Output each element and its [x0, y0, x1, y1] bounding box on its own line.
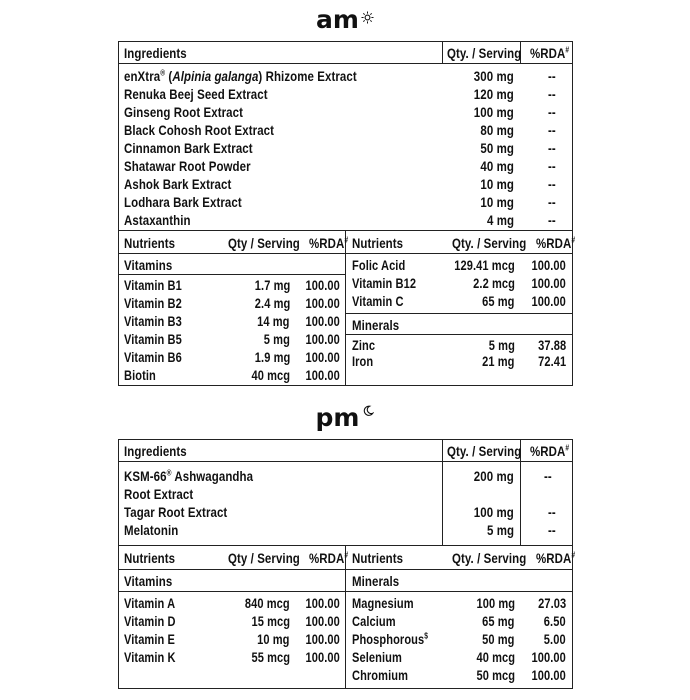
- am-qty-heading-left: Qty / Serving: [228, 235, 300, 251]
- am-right-vitamin-qty: 65 mg: [482, 294, 515, 309]
- moon-icon: [362, 405, 374, 417]
- pm-qty-heading-right: Qty. / Serving: [452, 550, 527, 566]
- am-right-vitamin-rda: 100.00: [531, 276, 566, 291]
- am-ingredient-name: Renuka Beej Seed Extract: [124, 86, 268, 102]
- am-vitamin-qty: 2.4 mg: [254, 296, 290, 311]
- am-title: [0, 5, 690, 34]
- am-vitamin-rda: 100.00: [305, 368, 340, 383]
- am-nutrients-header-divider: [119, 253, 572, 254]
- am-ingredient-qty: 120 mg: [473, 86, 514, 102]
- am-ingredient-name: Ginseng Root Extract: [124, 104, 244, 120]
- am-rda-heading-right: %RDA#: [536, 235, 576, 251]
- pm-mineral-name: Magnesium: [352, 596, 414, 611]
- pm-mineral-name: Chromium: [352, 668, 409, 683]
- am-header-divider: [119, 63, 572, 64]
- pm-ingredient-qty: 100 mg: [473, 504, 514, 520]
- pm-vitamin-name: Vitamin D: [124, 614, 176, 629]
- am-ingredient-name: Shatawar Root Powder: [124, 158, 251, 174]
- pm-title: [0, 403, 690, 432]
- pm-ingredient-rda: --: [548, 504, 556, 520]
- am-qty-heading-right: Qty. / Serving: [452, 235, 527, 251]
- am-ingredient-rda: --: [548, 158, 556, 174]
- am-ingredient-qty: 40 mg: [480, 158, 514, 174]
- pm-mineral-rda: 100.00: [531, 650, 566, 665]
- am-ingredients-heading: Ingredients: [124, 45, 187, 61]
- pm-middle-divider: [345, 546, 346, 688]
- sun-icon: [361, 11, 374, 24]
- am-right-vitamin-name: Vitamin C: [352, 294, 404, 309]
- pm-vitamin-name: Vitamin A: [124, 596, 176, 611]
- am-mineral-rda: 37.88: [537, 338, 566, 353]
- pm-ingredient-qty: 200 mg: [473, 468, 514, 484]
- pm-rda-heading-right: %RDA#: [536, 550, 576, 566]
- pm-nutrients-heading-right: Nutrients: [352, 550, 404, 566]
- am-ingredient-rda: --: [548, 140, 556, 156]
- am-ingredient-qty: 10 mg: [480, 194, 514, 210]
- am-vitamin-name: Vitamin B6: [124, 350, 182, 365]
- pm-vitamins-label: Vitamins: [124, 573, 173, 589]
- pm-ingredient-rda: --: [548, 522, 556, 538]
- am-ingredient-name: enXtra® (Alpinia galanga) Rhizome Extract: [124, 68, 357, 84]
- pm-vitamin-qty: 10 mg: [257, 632, 290, 647]
- am-right-vitamin-qty: 129.41 mcg: [454, 258, 515, 273]
- pm-vitamin-qty: 15 mcg: [251, 614, 290, 629]
- pm-vitamin-qty: 840 mcg: [245, 596, 290, 611]
- am-middle-divider: [345, 231, 346, 385]
- am-nutrients-heading-right: Nutrients: [352, 235, 404, 251]
- pm-vitamins-divider: [119, 591, 572, 592]
- am-vitamin-name: Vitamin B2: [124, 296, 182, 311]
- pm-header-divider: [119, 461, 572, 462]
- am-rda-heading: %RDA#: [530, 45, 570, 61]
- pm-ingredient-name-line2: Root Extract: [124, 486, 194, 502]
- am-col-divider-1: [442, 42, 443, 63]
- pm-mineral-rda: 6.50: [544, 614, 566, 629]
- am-vitamin-name: Vitamin B5: [124, 332, 182, 347]
- am-right-vitamin-rda: 100.00: [531, 258, 566, 273]
- pm-qty-heading-left: Qty / Serving: [228, 550, 300, 566]
- pm-ingredient-qty: 5 mg: [486, 522, 514, 538]
- pm-vitamin-rda: 100.00: [305, 614, 340, 629]
- am-mineral-rda: 72.41: [537, 354, 566, 369]
- am-vitamin-name: Biotin: [124, 368, 156, 383]
- am-ingredient-name: Cinnamon Bark Extract: [124, 140, 253, 156]
- pm-vitamin-rda: 100.00: [305, 632, 340, 647]
- am-ingredient-rda: --: [548, 122, 556, 138]
- pm-ingredient-rda: --: [544, 468, 552, 484]
- pm-nutrients-header-divider: [119, 569, 572, 570]
- am-vitamin-qty: 14 mg: [257, 314, 290, 329]
- pm-mineral-qty: 40 mcg: [476, 650, 515, 665]
- pm-mineral-rda: 27.03: [537, 596, 566, 611]
- am-ingredient-rda: --: [548, 104, 556, 120]
- am-vitamin-rda: 100.00: [305, 296, 340, 311]
- pm-mineral-qty: 65 mg: [482, 614, 515, 629]
- pm-mineral-name: Selenium: [352, 650, 402, 665]
- am-mineral-name: Iron: [352, 354, 374, 369]
- am-vitamin-rda: 100.00: [305, 314, 340, 329]
- pm-nutrients-heading-left: Nutrients: [124, 550, 176, 566]
- am-title-text: am: [316, 5, 359, 34]
- am-vitamin-rda: 100.00: [305, 278, 340, 293]
- pm-mineral-qty: 50 mg: [482, 632, 515, 647]
- am-minerals-label: Minerals: [352, 317, 400, 333]
- pm-qty-heading: Qty. / Serving: [447, 443, 522, 459]
- am-vitamin-qty: 1.9 mg: [254, 350, 290, 365]
- am-ingredient-qty: 300 mg: [473, 68, 514, 84]
- am-minerals-divider-top: [346, 313, 572, 314]
- pm-ingredient-name: KSM-66® Ashwagandha: [124, 468, 254, 484]
- am-ingredient-qty: 50 mg: [480, 140, 514, 156]
- am-right-vitamin-name: Folic Acid: [352, 258, 406, 273]
- am-ingredient-qty: 80 mg: [480, 122, 514, 138]
- am-vitamins-divider: [119, 274, 345, 275]
- am-mineral-qty: 21 mg: [482, 354, 515, 369]
- pm-rda-heading: %RDA#: [530, 443, 570, 459]
- pm-vitamin-name: Vitamin K: [124, 650, 176, 665]
- am-vitamin-qty: 1.7 mg: [254, 278, 290, 293]
- am-ingredient-qty: 4 mg: [486, 212, 514, 228]
- pm-mineral-qty: 100 mg: [476, 596, 515, 611]
- am-ingredient-rda: --: [548, 194, 556, 210]
- am-mineral-qty: 5 mg: [488, 338, 515, 353]
- am-vitamin-rda: 100.00: [305, 350, 340, 365]
- am-mineral-name: Zinc: [352, 338, 376, 353]
- am-ingredient-name: Astaxanthin: [124, 212, 191, 228]
- am-vitamins-label: Vitamins: [124, 257, 173, 273]
- pm-ingredients-heading: Ingredients: [124, 443, 187, 459]
- pm-mineral-qty: 50 mcg: [476, 668, 515, 683]
- am-ingredient-name: Lodhara Bark Extract: [124, 194, 242, 210]
- am-ingredient-rda: --: [548, 68, 556, 84]
- am-nutrients-heading-left: Nutrients: [124, 235, 176, 251]
- am-vitamin-rda: 100.00: [305, 332, 340, 347]
- am-vitamin-name: Vitamin B3: [124, 314, 182, 329]
- pm-rda-heading-left: %RDA#: [309, 550, 349, 566]
- am-vitamin-name: Vitamin B1: [124, 278, 182, 293]
- am-right-vitamin-name: Vitamin B12: [352, 276, 417, 291]
- pm-minerals-label: Minerals: [352, 573, 400, 589]
- am-ingredient-name: Black Cohosh Root Extract: [124, 122, 275, 138]
- am-vitamin-qty: 40 mcg: [251, 368, 290, 383]
- pm-mineral-name: Calcium: [352, 614, 396, 629]
- pm-mineral-name: Phosphorous$: [352, 631, 428, 647]
- am-ingredient-rda: --: [548, 86, 556, 102]
- am-right-vitamin-qty: 2.2 mcg: [473, 276, 515, 291]
- pm-mineral-rda: 5.00: [544, 632, 566, 647]
- am-ingredient-rda: --: [548, 212, 556, 228]
- am-ingredient-name: Ashok Bark Extract: [124, 176, 232, 192]
- am-ingredient-rda: --: [548, 176, 556, 192]
- pm-title-text: pm: [315, 403, 360, 432]
- am-qty-heading: Qty. / Serving: [447, 45, 522, 61]
- pm-vitamin-name: Vitamin E: [124, 632, 175, 647]
- pm-ingredient-name: Melatonin: [124, 522, 179, 538]
- pm-ingredient-name: Tagar Root Extract: [124, 504, 228, 520]
- pm-vitamin-rda: 100.00: [305, 596, 340, 611]
- pm-mineral-rda: 100.00: [531, 668, 566, 683]
- am-right-vitamin-rda: 100.00: [531, 294, 566, 309]
- am-ingredient-qty: 100 mg: [473, 104, 514, 120]
- am-rda-heading-left: %RDA#: [309, 235, 349, 251]
- pm-vitamin-qty: 55 mcg: [251, 650, 290, 665]
- pm-vitamin-rda: 100.00: [305, 650, 340, 665]
- pm-col-divider-1: [442, 440, 443, 545]
- am-vitamin-qty: 5 mg: [263, 332, 290, 347]
- am-ingredient-qty: 10 mg: [480, 176, 514, 192]
- am-minerals-divider-bottom: [346, 334, 572, 335]
